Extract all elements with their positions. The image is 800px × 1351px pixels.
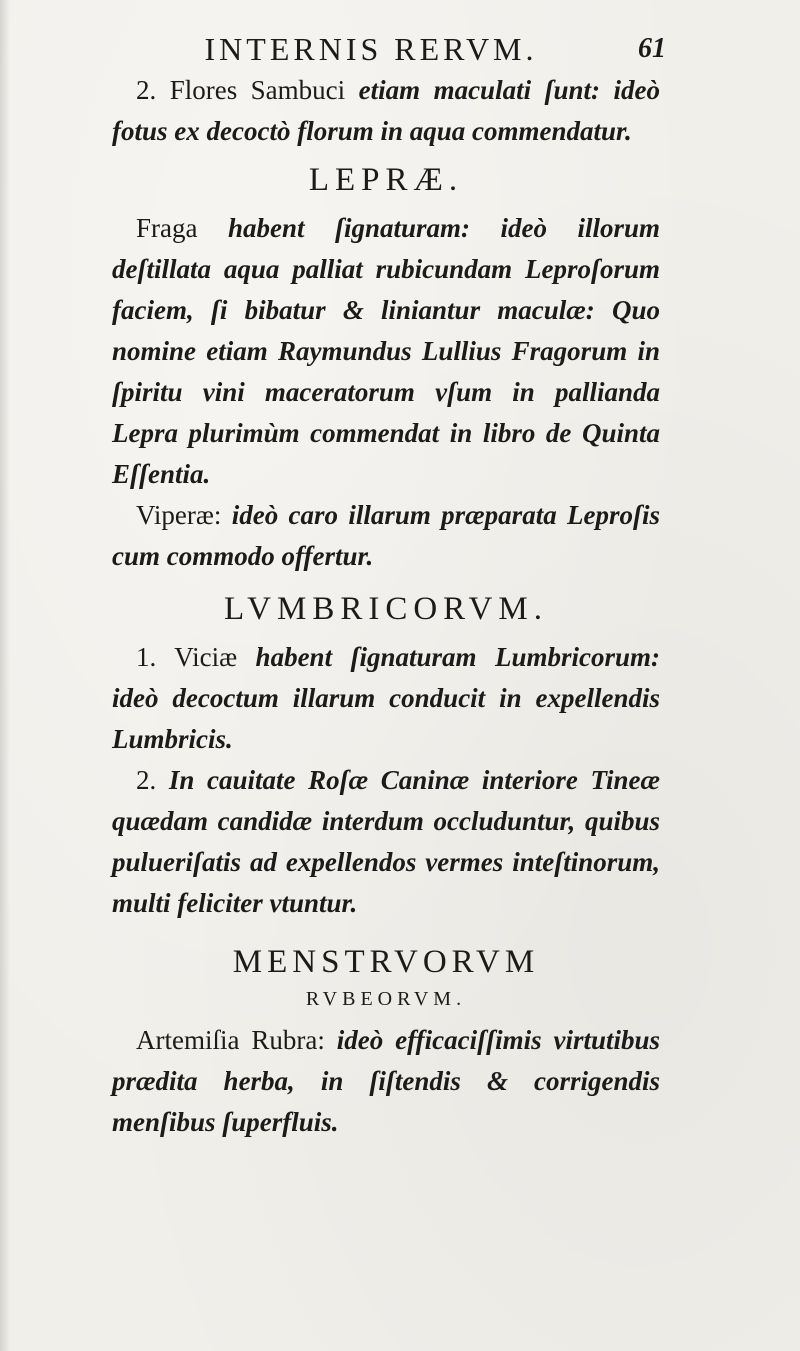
paragraph-text: In cauitate Roſæ Caninæ interiore Tineæ quædam candidæ interdum occluduntur, quibus pulueriſatis ad expellendos vermes inteſtinorum, multi feliciter vtuntur. (112, 765, 661, 918)
running-head (112, 28, 666, 70)
text-block (112, 28, 666, 1143)
page-spine-shadow (0, 0, 10, 1351)
paragraph-viciae (112, 637, 660, 760)
paragraph-text: habent ſignaturam: ideò illorum deſtillata aqua palliat rubicundam Leproſorum faciem, ſi bibatur & liniantur maculæ: Quo nomine etiam Raymundus Lullius Fragorum in ſpiritu vini maceratorum vſum in pallianda Lepra plurimùm commendat in libro de Quinta Eſſentia. (112, 213, 661, 489)
paragraph-lead: Fraga (136, 213, 198, 243)
paragraph-lead: Viperæ: (136, 500, 222, 530)
paragraph-artemisia (112, 1020, 660, 1143)
paragraph-text: ideò efficaciſſimis virtutibus prædita herba, in ſiſtendis & corrigendis menſibus ſuperfluis. (112, 1025, 661, 1137)
paragraph-lead: 2. (136, 765, 157, 795)
paragraph-cavitate (112, 760, 660, 924)
paragraph-viperae (112, 495, 660, 577)
paragraph-lead: Artemiſia Rubra: (136, 1025, 325, 1055)
section-subheading-rubeorum: RVBEORVM. (305, 988, 467, 1010)
section-heading-lumbricorum: LVMBRICORVM. (224, 591, 548, 627)
section-heading-menstruorum: MENSTRVORVM (232, 944, 540, 980)
page-number: 61 (638, 33, 666, 64)
paragraph-text: etiam maculati ſunt: ideò fotus ex decoctò florum in aqua commendatur. (112, 75, 660, 146)
section-heading-lepra: LEPRÆ. (308, 162, 464, 198)
paragraph-text: ideò caro illarum præparata Leproſis cum commodo offertur. (112, 500, 660, 571)
running-head-title: INTERNIS RERVM. (204, 31, 538, 67)
paragraph-fraga (112, 208, 660, 495)
paragraph-lead: 2. Flores Sambuci (136, 75, 346, 105)
paragraph-text: habent ſignaturam Lumbricorum: ideò decoctum illarum conducit in expellendis Lumbricis. (112, 642, 661, 754)
paragraph-lead: 1. Viciæ (136, 642, 238, 672)
paragraph-flores (112, 70, 660, 152)
